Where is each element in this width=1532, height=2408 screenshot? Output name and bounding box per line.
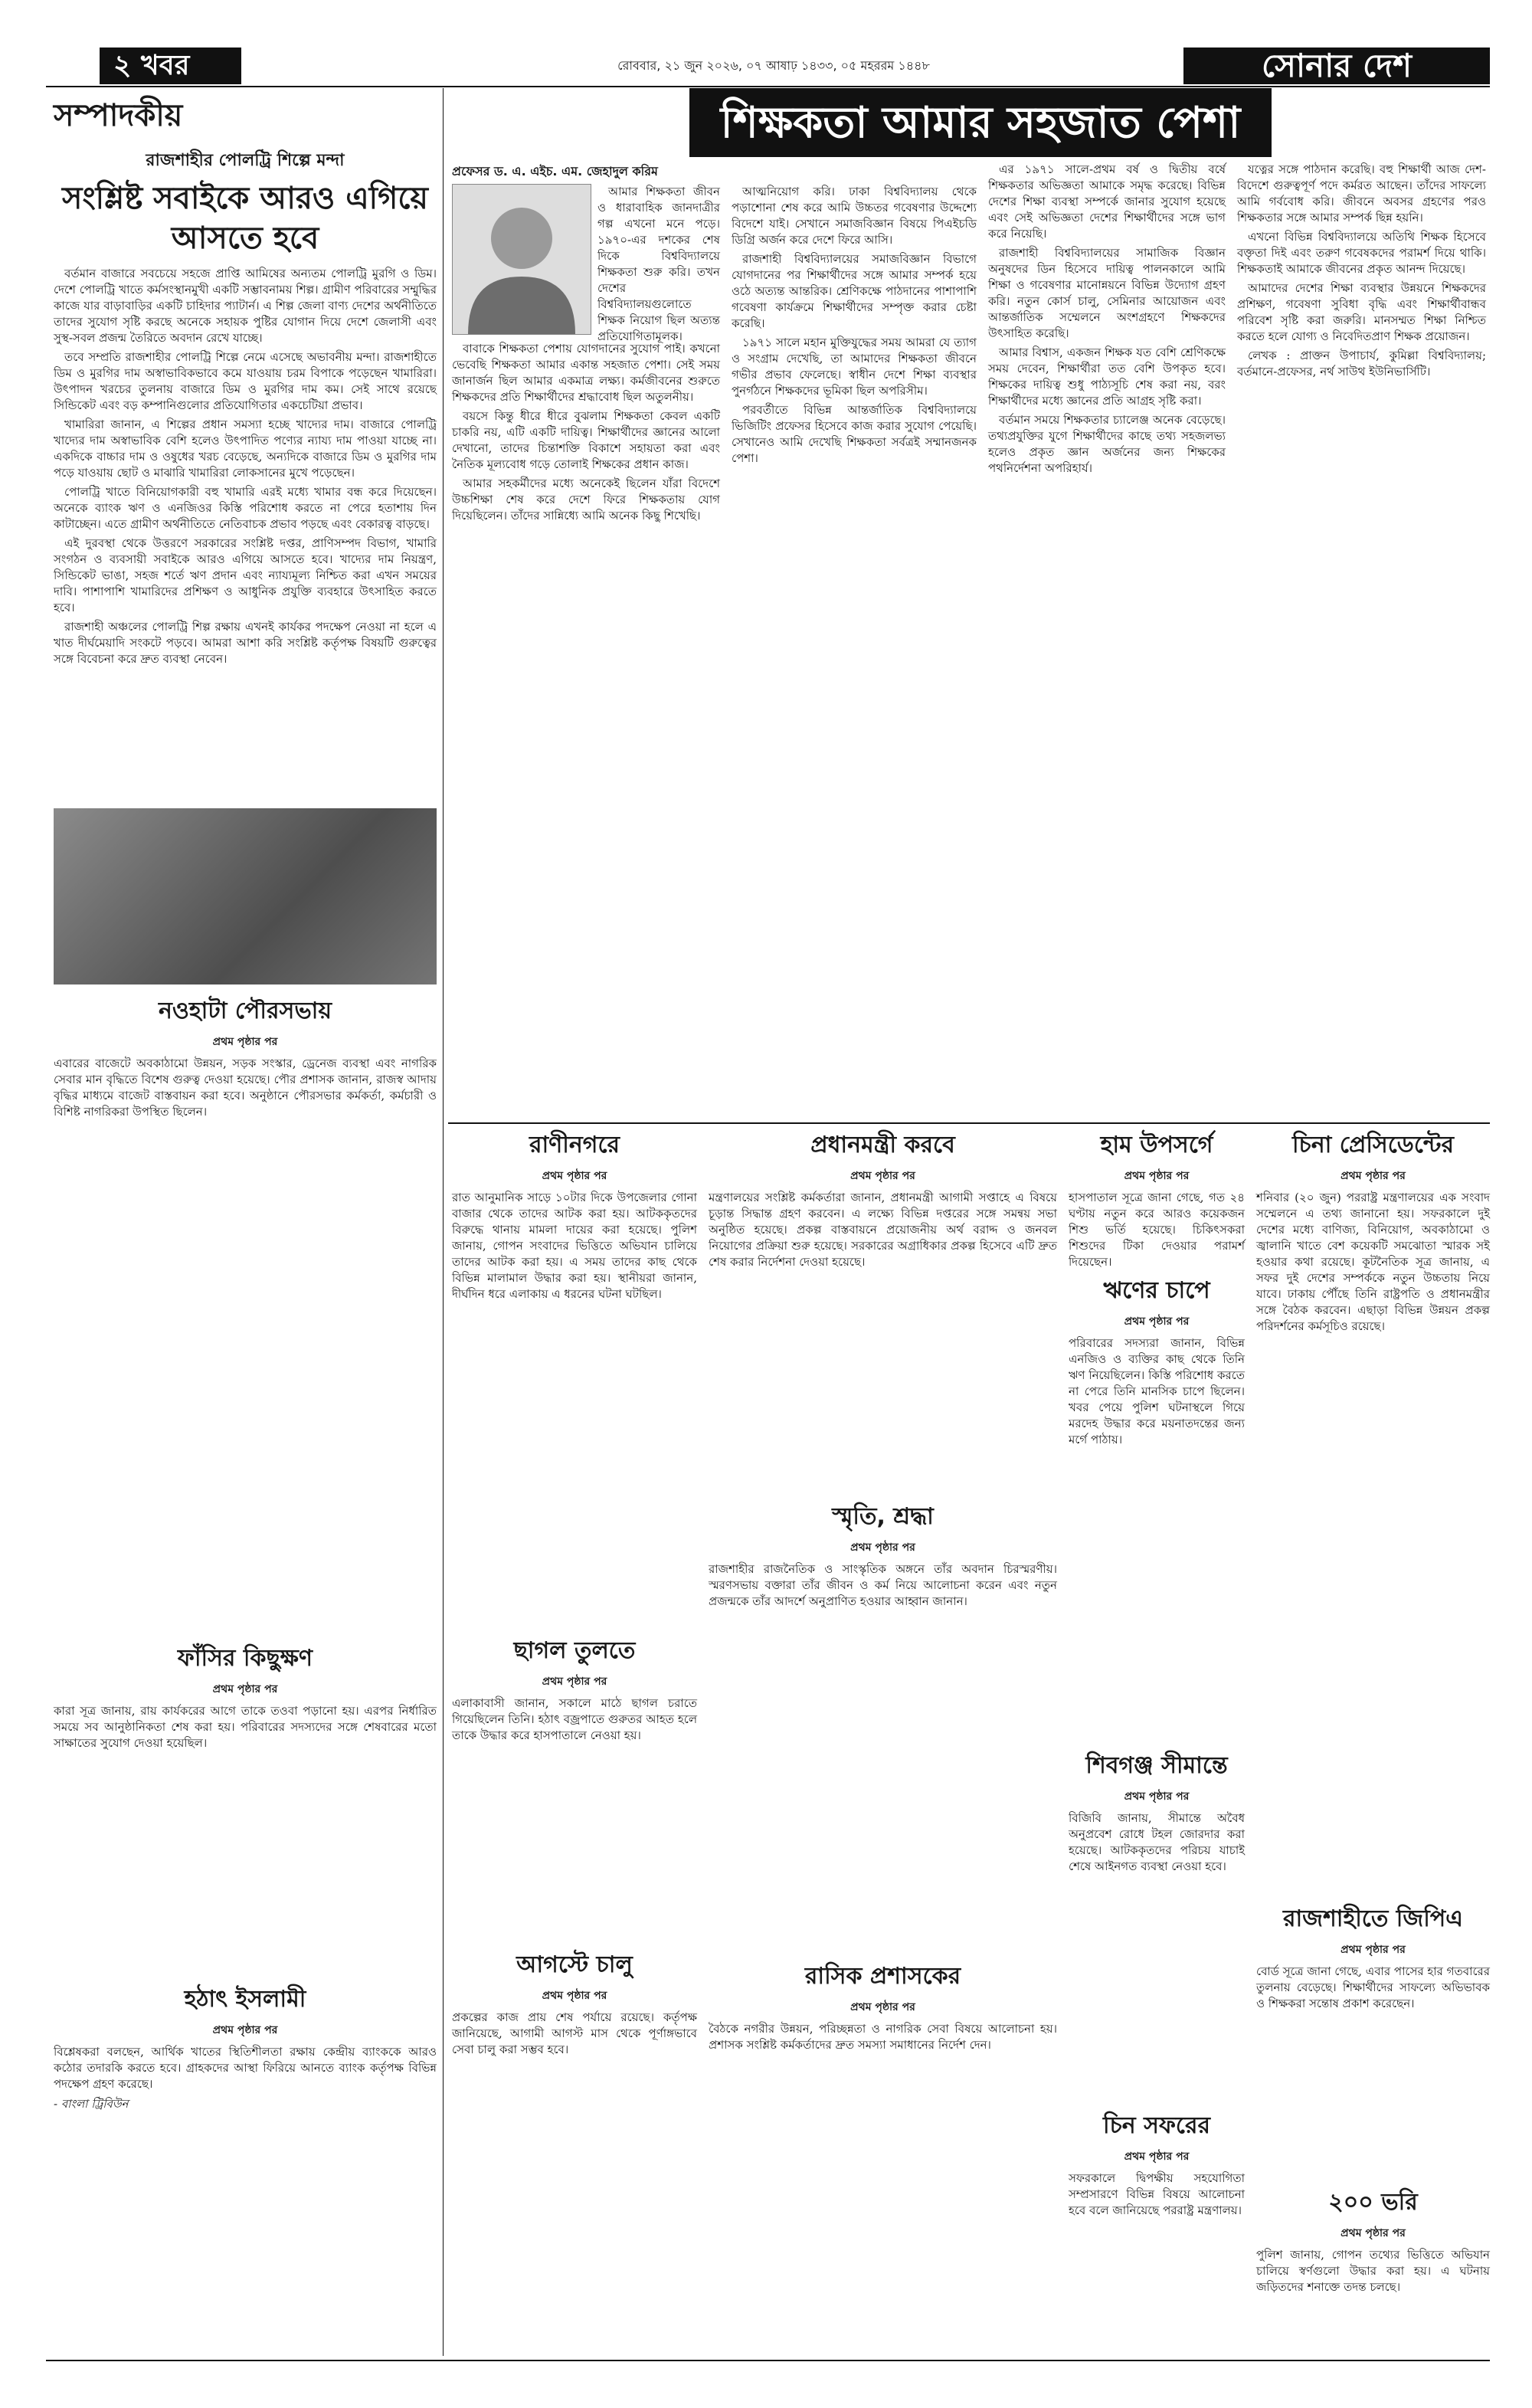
article-body: পুলিশ জানায়, গোপন তথ্যের ভিত্তিতে অভিযান চালিয়ে স্বর্ণগুলো উদ্ধার করা হয়। এ ঘটনায় জড়িতদের শনাক্তে তদন্ত চলছে। [1256, 2248, 1490, 2294]
article-body: সফরকালে দ্বিপক্ষীয় সহযোগিতা সম্প্রসারণে বিভিন্ন বিষয়ে আলোচনা হবে বলে জানিয়েছে পররাষ্ট্র মন্ত্রণালয়। [1069, 2171, 1245, 2217]
article-title: স্মৃতি, শ্রদ্ধা [832, 1503, 934, 1530]
article-continuation: প্রথম পৃষ্ঠার পর [850, 1541, 915, 1554]
column-divider [443, 88, 444, 2356]
editorial-headline: সংশ্লিষ্ট সবাইকে আরও এগিয়ে আসতে হবে [62, 181, 428, 256]
person-silhouette-icon [453, 185, 591, 334]
editorial-kicker: রাজশাহীর পোলট্রি শিল্পে মন্দা [146, 151, 345, 170]
article-credit: - বাংলা ট্রিবিউন [54, 2097, 129, 2111]
editorial-paragraph: বর্তমান বাজারে সবচেয়ে সহজে প্রাপ্তি আমিষের অন্যতম পোলট্রি মুরগি ও ডিম। দেশে পোলট্রি খাতে কর্মসংস্থানমুখী একটি সম্ভাবনাময় শিল্প। গ্রামীণ পরিবারের সম্মুদ্ধির কাজে যার বাড়াবাড়ির একটি চাহিদার প্যাটার্ন। এ শিল্প জেলা বাণ্য দেশের অর্থনীতিতে তাদের সুযোগ সৃষ্টি করছে অনেকে সহায়ক পুষ্টির যোগান দিয়ে দেশে জেলাসী এবং সুস্থ-সবল প্রজন্ম তৈরিতে অবদান রেখে যাচ্ছে। [54, 267, 437, 345]
feature-article [452, 88, 1486, 1119]
article-continuation: প্রথম পৃষ্ঠার পর [542, 1170, 607, 1182]
newspaper-brand: সোনার দেশ [1183, 48, 1490, 84]
article-title: ২০০ ভরি [1328, 2189, 1418, 2216]
news-raninagar [452, 1126, 697, 1624]
article-body: রাত আনুমানিক সাড়ে ১০টার দিকে উপজেলার গোনা বাজার থেকে তাদের আটক করা হয়। আটককৃতদের বিরুদ্ধে থানায় মামলা দায়ের করা হয়েছে। পুলিশ জানায়, গোপন সংবাদের ভিত্তিতে অভিযান চালিয়ে তাদের আটক করা হয়। এ সময় তাদের কাছ থেকে বিভিন্ন মালামাল উদ্ধার করা হয়। স্থানীয়রা জানান, দীর্ঘদিন ধরে এলাকায় এ ধরনের ঘটনা ঘটছিল। [452, 1191, 697, 1301]
feature-paragraph: আমাদের দেশের শিক্ষা ব্যবস্থার উন্নয়নে শিক্ষকদের প্রশিক্ষণ, গবেষণা সুবিধা বৃদ্ধি এবং শিক্ষার্থীবান্ধব পরিবেশ সৃষ্টি করা জরুরি। মানসম্মত শিক্ষা নিশ্চিত করতে হলে যোগ্য ও নিবেদিতপ্রাণ শিক্ষক প্রয়োজন। [1237, 281, 1486, 343]
news-hanging [54, 1640, 437, 1969]
feature-paragraph: রাজশাহী বিশ্ববিদ্যালয়ের সামাজিক বিজ্ঞান অনুষদের ডিন হিসেবে দায়িত্ব পালনকালে আমি শিক্ষা ও গবেষণার মানোন্নয়নে বিভিন্ন উদ্যোগ গ্রহণ করি। নতুন কোর্স চালু, সেমিনার আয়োজন এবং আন্তর্জাতিক সম্মেলনে অংশগ্রহণে শিক্ষকদের উৎসাহিত করেছি। [988, 246, 1226, 340]
article-title: প্রধানমন্ত্রী করবে [810, 1132, 955, 1158]
news-memory [709, 1498, 1057, 1950]
article-continuation: প্রথম পৃষ্ঠার পর [542, 1676, 607, 1688]
article-continuation: প্রথম পৃষ্ঠার পর [1124, 2151, 1190, 2163]
article-title: ছাগল তুলতে [513, 1637, 636, 1664]
article-body: রাজশাহীর রাজনৈতিক ও সাংস্কৃতিক অঙ্গনে তাঁর অবদান চিরস্মরণীয়। স্মরণসভায় বক্তারা তাঁর জীবন ও কর্ম নিয়ে আলোচনা করেন এবং নতুন প্রজন্মকে তাঁর আদর্শে অনুপ্রাণিত হওয়ার আহ্বান জানান। [709, 1562, 1057, 1608]
feature-column-4 [1237, 162, 1486, 1115]
feature-paragraph: যত্নের সঙ্গে পাঠদান করেছি। বহু শিক্ষার্থী আজ দেশ-বিদেশে গুরুত্বপূর্ণ পদে কর্মরত আছেন। তাঁদের সাফল্যে আমি গর্ববোধ করি। জীবনে অবসর গ্রহণের পরও শিক্ষকতার সঙ্গে আমার সম্পর্ক ছিন্ন হয়নি। [1237, 162, 1486, 224]
date-line: রোববার, ২১ জুন ২০২৬, ০৭ আষাঢ় ১৪৩৩, ০৫ মহররম ১৪৪৮ [617, 58, 930, 73]
feature-paragraph: আত্মনিয়োগ করি। ঢাকা বিশ্ববিদ্যালয় থেকে পড়াশোনা শেষ করে আমি উচ্চতর গবেষণার উদ্দেশ্যে বিদেশে যাই। সেখানে সমাজবিজ্ঞান বিষয়ে পিএইচডি ডিগ্রি অর্জন করে দেশে ফিরে আসি। [732, 185, 977, 247]
feature-paragraph: এখনো বিভিন্ন বিশ্ববিদ্যালয়ে অতিথি শিক্ষক হিসেবে বক্তৃতা দিই এবং তরুণ গবেষকদের পরামর্শ দিয়ে থাকি। শিক্ষকতাই আমাকে জীবনের প্রকৃত আনন্দ দিয়েছে। [1237, 230, 1486, 276]
feature-column-1 [597, 184, 720, 343]
news-pm [709, 1126, 1057, 1486]
article-body: হাসপাতাল সূত্রে জানা গেছে, গত ২৪ ঘণ্টায় নতুন করে আরও কয়েকজন শিশু ভর্তি হয়েছে। চিকিৎসকরা শিশুদের টিকা দেওয়ার পরামর্শ দিয়েছেন। [1069, 1191, 1245, 1269]
news-rasik [709, 1958, 1057, 2352]
article-body: কারা সূত্র জানায়, রায় কার্যকরের আগে তাকে তওবা পড়ানো হয়। এরপর নির্ধারিত সময়ে সব আনুষ্ঠানিকতা শেষ করা হয়। পরিবারের সদস্যদের সঙ্গে শেষবারের মতো সাক্ষাতের সুযোগ দেওয়া হয়েছিল। [54, 1704, 437, 1750]
article-continuation: প্রথম পৃষ্ঠার পর [1124, 1170, 1190, 1182]
feature-paragraph: ১৯৭১ সালে মহান মুক্তিযুদ্ধের সময় আমরা যে ত্যাগ ও সংগ্রাম দেখেছি, তা আমাদের শিক্ষকতা জীবনে গভীর প্রভাব ফেলেছে। স্বাধীন দেশে শিক্ষা ব্যবস্থার পুনর্গঠনে শিক্ষকদের ভূমিকা ছিল অপরিসীম। [732, 336, 977, 398]
article-body: বোর্ড সূত্রে জানা গেছে, এবার পাসের হার গতবারের তুলনায় বেড়েছে। শিক্ষার্থীদের সাফল্যে অভিভাবক ও শিক্ষকরা সন্তোষ প্রকাশ করেছেন। [1256, 1964, 1490, 2010]
article-title: চিনা প্রেসিডেন্টের [1291, 1132, 1455, 1158]
article-body: শনিবার (২০ জুন) পররাষ্ট্র মন্ত্রণালয়ের এক সংবাদ সম্মেলনে এ তথ্য জানানো হয়। সফরকালে দুই দেশের মধ্যে বাণিজ্য, বিনিয়োগ, অবকাঠামো ও জ্বালানি খাতে বেশ কয়েকটি সমঝোতা স্মারক সই হওয়ার কথা রয়েছে। কূটনৈতিক সূত্র জানায়, এ সফর দুই দেশের সম্পর্ককে নতুন উচ্চতায় নিয়ে যাবে। ঢাকায় পৌঁছে তিনি রাষ্ট্রপতি ও প্রধানমন্ত্রীর সঙ্গে বৈঠক করবেন। এছাড়া বিভিন্ন উন্নয়ন প্রকল্প পরিদর্শনের কর্মসূচিও রয়েছে। [1256, 1191, 1490, 1333]
feature-paragraph: পরবর্তীতে বিভিন্ন আন্তর্জাতিক বিশ্ববিদ্যালয়ে ভিজিটিং প্রফেসর হিসেবে কাজ করার সুযোগ পেয়েছি। সেখানেও আমি দেখেছি শিক্ষকতা সর্বত্রই সম্মানজনক পেশা। [732, 403, 977, 465]
article-title: ফাঁসির কিছুক্ষণ [177, 1645, 313, 1672]
news-goat [452, 1632, 697, 1938]
article-body: এবারের বাজেটে অবকাঠামো উন্নয়ন, সড়ক সংস্কার, ড্রেনেজ ব্যবস্থা এবং নাগরিক সেবার মান বৃদ্ধিতে বিশেষ গুরুত্ব দেওয়া হয়েছে। পৌর প্রশাসক জানান, রাজস্ব আদায় বৃদ্ধির মাধ্যমে বাজেট বাস্তবায়ন করা হবে। অনুষ্ঠানে পৌরসভার কর্মকর্তা, কর্মচারী ও বিশিষ্ট নাগরিকরা উপস্থিত ছিলেন। [54, 1057, 437, 1119]
feature-paragraph: বাবাকে শিক্ষকতা পেশায় যোগদানের সুযোগ পাই। কখনো ভেবেছি শিক্ষকতা আমার একান্ত সহজাত পেশা। সেই সময় জানার্জন ছিল আমার একমাত্র লক্ষ্য। কর্মজীবনের শুরুতে শিক্ষকদের প্রতি শিক্ষার্থীদের শ্রদ্ধাবোধ ছিল অতুলনীয়। [452, 342, 720, 404]
article-continuation: প্রথম পৃষ্ঠার পর [1124, 1315, 1190, 1328]
section-rule [448, 1122, 1490, 1124]
article-title: রাসিক প্রশাসকের [804, 1963, 961, 1990]
article-body: এলাকাবাসী জানান, সকালে মাঠে ছাগল চরাতে গিয়েছিলেন তিনি। হঠাৎ বজ্রপাতে গুরুতর আহত হলে তাকে উদ্ধার করে হাসপাতালে নেওয়া হয়। [452, 1696, 697, 1742]
article-body: বৈঠকে নগরীর উন্নয়ন, পরিচ্ছন্নতা ও নাগরিক সেবা বিষয়ে আলোচনা হয়। প্রশাসক সংশ্লিষ্ট কর্মকর্তাদের দ্রুত সমস্যা সমাধানের নির্দেশ দেন। [709, 2022, 1057, 2052]
article-title: রাণীনগরে [529, 1132, 620, 1158]
feature-paragraph: রাজশাহী বিশ্ববিদ্যালয়ের সমাজবিজ্ঞান বিভাগে যোগদানের পর শিক্ষার্থীদের সঙ্গে আমার সম্পর্ক হয়ে ওঠে অত্যন্ত আন্তরিক। শ্রেণিকক্ষে পাঠদানের পাশাপাশি গবেষণা কার্যক্রমে শিক্ষার্থীদের সম্পৃক্ত করার চেষ্টা করেছি। [732, 252, 977, 330]
article-title: রাজশাহীতে জিপিএ [1282, 1905, 1464, 1932]
editorial-paragraph: পোলট্রি খাতে বিনিয়োগকারী বহু খামারি এরই মধ্যে খামার বন্ধ করে দিয়েছেন। অনেকে ব্যাংক ঋণ ও এনজিওর কিস্তি পরিশোধ করতে না পেরে হতাশায় দিন কাটাচ্ছেন। এতে গ্রামীণ অর্থনীতিতে নেতিবাচক প্রভাব পড়ছে এবং বেকারত্ব বাড়ছে। [54, 485, 437, 531]
news-china-visit [1069, 2107, 1245, 2352]
article-title: চিন সফরের [1103, 2112, 1210, 2139]
editorial-label: সম্পাদকীয় [54, 97, 183, 133]
feature-paragraph: আমার শিক্ষকতা জীবন ও ধারাবাহিক জানদাত্রীর গল্প এখনো মনে পড়ে। ১৯৭০-এর দশকের শেষ দিকে বিশ্ববিদ্যালয়ে শিক্ষকতা শুরু করি। তখন দেশের বিশ্ববিদ্যালয়গুলোতে শিক্ষক নিয়োগ ছিল অত্যন্ত প্রতিযোগিতামূলক। [597, 185, 720, 343]
news-islami-bank [54, 1980, 437, 2352]
feature-column-3 [988, 162, 1226, 1115]
article-continuation: প্রথম পৃষ্ঠার পর [212, 1683, 278, 1695]
news-photo [54, 808, 437, 984]
footer-rule [46, 2360, 1490, 2361]
feature-author: প্রফেসর ড. এ. এইচ. এম. জেহাদুল করিম [452, 164, 658, 179]
article-continuation: প্রথম পৃষ্ঠার পর [212, 1036, 278, 1048]
masthead-rule [46, 86, 1490, 87]
editorial-paragraph: রাজশাহী অঞ্চলের পোলট্রি শিল্প রক্ষায় এখনই কার্যকর পদক্ষেপ নেওয়া না হলে এ খাত দীর্ঘমেয়াদি সংকটে পড়বে। আমরা আশা করি সংশ্লিষ্ট কর্তৃপক্ষ বিষয়টি গুরুত্বের সঙ্গে বিবেচনা করে দ্রুত ব্যবস্থা নেবেন। [54, 620, 437, 666]
feature-paragraph: আমার বিশ্বাস, একজন শিক্ষক যত বেশি শ্রেণিকক্ষে সময় দেবেন, শিক্ষার্থীরা তত বেশি উপকৃত হবে। শিক্ষকের দায়িত্ব শুধু পাঠ্যসূচি শেষ করা নয়, বরং শিক্ষার্থীদের মধ্যে জ্ঞানের প্রতি আগ্রহ সৃষ্টি করা। [988, 346, 1226, 408]
editorial-paragraph: এই দুরবস্থা থেকে উত্তরণে সরকারের সংশ্লিষ্ট দপ্তর, প্রাণিসম্পদ বিভাগ, খামারি সংগঠন ও ব্যবসায়ী সবাইকে আরও এগিয়ে আসতে হবে। খাদ্যের দাম নিয়ন্ত্রণ, সিন্ডিকেট ভাঙা, সহজ শর্তে ঋণ প্রদান এবং ন্যায্যমূল্য নিশ্চিত করা এখন সময়ের দাবি। পাশাপাশি খামারিদের প্রশিক্ষণ ও আধুনিক প্রযুক্তি ব্যবহারে উৎসাহিত করতে হবে। [54, 536, 437, 614]
article-body: প্রকল্পের কাজ প্রায় শেষ পর্যায়ে রয়েছে। কর্তৃপক্ষ জানিয়েছে, আগামী আগস্ট মাস থেকে পূর্ণাঙ্গভাবে সেবা চালু করা সম্ভব হবে। [452, 2010, 697, 2056]
feature-paragraph: লেখক : প্রাক্তন উপাচার্য, কুমিল্লা বিশ্ববিদ্যালয়; বর্তমানে-প্রফেসর, নর্থ সাউথ ইউনিভার্সিটি। [1237, 349, 1486, 378]
news-measles [1069, 1126, 1245, 1269]
news-gold [1256, 2184, 1490, 2352]
news-shibganj [1069, 1747, 1245, 2099]
article-continuation: প্রথম পৃষ্ঠার পর [1124, 1790, 1190, 1803]
article-continuation: প্রথম পৃষ্ঠার পর [212, 2024, 278, 2036]
editorial-paragraph: খামারিরা জানান, এ শিল্পের প্রধান সমস্যা হচ্ছে খাদ্যের দাম। বাজারে পোলট্রি খাদ্যের দাম অস্বাভাবিক বেশি হলেও উৎপাদিত পণ্যের ন্যায্য দাম পাওয়া যাচ্ছে না। একদিকে বাচ্চার দাম ও ওষুধের খরচ বেড়েছে, অন্যদিকে বাজারে ডিম ও মুরগির দাম পড়ে যাওয়ায় ছোট ও মাঝারি খামারিরা লোকসানের মুখে পড়েছেন। [54, 418, 437, 480]
article-title: আগস্টে চালু [516, 1951, 633, 1978]
article-body: বিজিবি জানায়, সীমান্তে অবৈধ অনুপ্রবেশ রোধে টহল জোরদার করা হয়েছে। আটককৃতদের পরিচয় যাচাই শেষে আইনগত ব্যবস্থা নেওয়া হবে। [1069, 1811, 1245, 1873]
article-continuation: প্রথম পৃষ্ঠার পর [850, 1170, 915, 1182]
article-title: হাম উপসর্গে [1100, 1132, 1213, 1158]
feature-paragraph: এর ১৯৭১ সালে-প্রথম বর্ষ ও দ্বিতীয় বর্ষে শিক্ষকতার অভিজ্ঞতা আমাকে সমৃদ্ধ করেছে। বিভিন্ন দেশের শিক্ষা ব্যবস্থা সম্পর্কে জানার সুযোগ হয়েছে এবং সেই অভিজ্ঞতা দেশের শিক্ষার্থীদের সঙ্গে ভাগ করে নিয়েছি। [988, 162, 1226, 241]
article-continuation: প্রথম পৃষ্ঠার পর [1340, 2227, 1406, 2239]
article-body: পরিবারের সদস্যরা জানান, বিভিন্ন এনজিও ও ব্যক্তির কাছ থেকে তিনি ঋণ নিয়েছিলেন। কিস্তি পরিশোধ করতে না পেরে তিনি মানসিক চাপে ছিলেন। খবর পেয়ে পুলিশ ঘটনাস্থলে গিয়ে মরদেহ উদ্ধার করে ময়নাতদন্তের জন্য মর্গে পাঠায়। [1069, 1336, 1245, 1446]
article-continuation: প্রথম পৃষ্ঠার পর [1340, 1170, 1406, 1182]
feature-paragraph: আমার সহকর্মীদের মধ্যে অনেকেই ছিলেন যাঁরা বিদেশে উচ্চশিক্ষা শেষ করে দেশে ফিরে শিক্ষকতায় যোগ দিয়েছিলেন। তাঁদের সান্নিধ্যে আমি অনেক কিছু শিখেছি। [452, 477, 720, 523]
article-body: বিশ্লেষকরা বলছেন, আর্থিক খাতের স্থিতিশীলতা রক্ষায় কেন্দ্রীয় ব্যাংককে আরও কঠোর তদারকি করতে হবে। গ্রাহকদের আস্থা ফিরিয়ে আনতে ব্যাংক কর্তৃপক্ষ বিভিন্ন পদক্ষেপ গ্রহণ করেছে। [54, 2045, 437, 2091]
masthead [46, 48, 1490, 84]
editorial-paragraph: তবে সম্প্রতি রাজশাহীর পোলট্রি শিল্পে নেমে এসেছে অভাবনীয় মন্দা। রাজশাহীতে ডিম ও মুরগির দাম অস্বাভাবিকভাবে কমে যাওয়ায় চরম বিপাকে পড়েছেন খামারিরা। উৎপাদন খরচের তুলনায় বাজারে ডিম ও মুরগির দাম কম। সেই সাথে রয়েছে সিন্ডিকেট এবং বড় কম্পানিগুলোর প্রতিযোগিতার একচেটিয়া প্রভাব। [54, 350, 437, 412]
news-gpa [1256, 1900, 1490, 2176]
feature-column-2 [732, 184, 977, 1115]
article-continuation: প্রথম পৃষ্ঠার পর [850, 2001, 915, 2013]
news-nawhata [54, 992, 437, 1628]
article-title: নওহাটা পৌরসভায় [158, 998, 332, 1024]
feature-paragraph: বয়সে কিন্তু ধীরে ধীরে বুঝলাম শিক্ষকতা কেবল একটি চাকরি নয়, এটি একটি দায়িত্ব। শিক্ষার্থীদের জ্ঞানের আলো দেখানো, তাদের চিন্তাশক্তি বিকাশে সহায়তা করা এবং নৈতিক মূল্যবোধ গড়ে তোলাই শিক্ষকের প্রধান কাজ। [452, 409, 720, 471]
article-continuation: প্রথম পৃষ্ঠার পর [1340, 1944, 1406, 1956]
article-title: শিবগঞ্জ সীমান্তে [1085, 1752, 1228, 1779]
article-title: হঠাৎ ইসলামী [184, 1986, 306, 2013]
news-loan [1069, 1272, 1245, 1739]
page-number: ২ খবর [100, 48, 241, 84]
news-august [452, 1946, 697, 2352]
article-title: ঋণের চাপে [1103, 1277, 1210, 1304]
feature-paragraph: বর্তমান সময়ে শিক্ষকতার চ্যালেঞ্জ অনেক বেড়েছে। তথ্যপ্রযুক্তির যুগে শিক্ষার্থীদের কাছে তথ্য সহজলভ্য হলেও প্রকৃত জ্ঞান অর্জনের জন্য শিক্ষকের পথনির্দেশনা অপরিহার্য। [988, 413, 1226, 475]
author-photo [452, 184, 591, 335]
feature-headline: শিক্ষকতা আমার সহজাত পেশা [689, 88, 1272, 157]
article-continuation: প্রথম পৃষ্ঠার পর [542, 1990, 607, 2002]
feature-column-1-cont [452, 341, 720, 1115]
news-china-president [1256, 1126, 1490, 1892]
article-body: মন্ত্রণালয়ের সংশ্লিষ্ট কর্মকর্তারা জানান, প্রধানমন্ত্রী আগামী সপ্তাহে এ বিষয়ে চূড়ান্ত সিদ্ধান্ত গ্রহণ করবেন। এ লক্ষ্যে বিভিন্ন দপ্তরের সঙ্গে সমন্বয় সভা অনুষ্ঠিত হয়েছে। প্রকল্প বাস্তবায়নে প্রয়োজনীয় অর্থ বরাদ্দ ও জনবল নিয়োগের প্রক্রিয়া শুরু হয়েছে। সরকারের অগ্রাধিকার প্রকল্প হিসেবে এটি দ্রুত শেষ করার নির্দেশনা দেওয়া হয়েছে। [709, 1191, 1057, 1269]
